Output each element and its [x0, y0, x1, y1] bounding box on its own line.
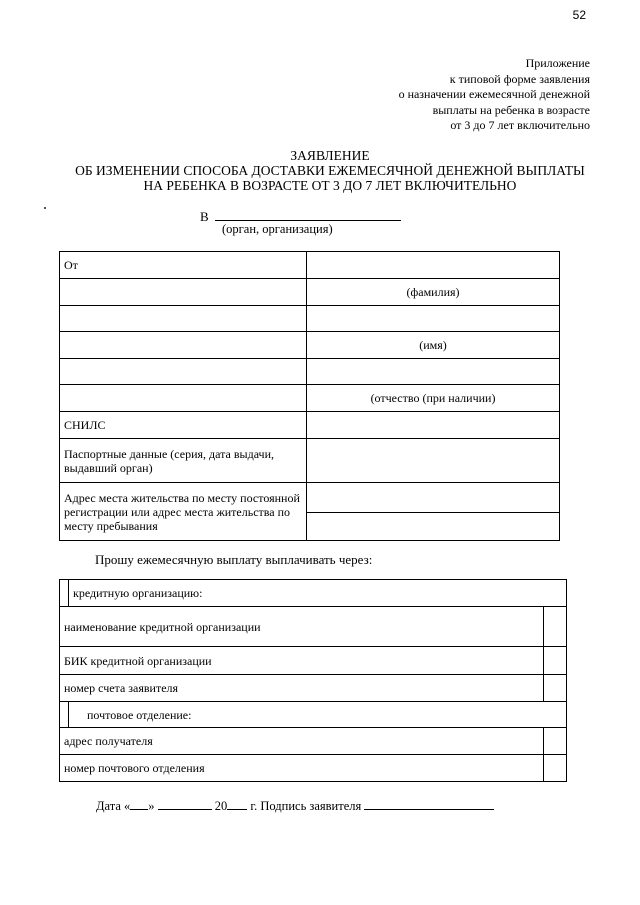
payment-method-table — [59, 579, 567, 782]
patronymic-left-field[interactable] — [60, 385, 307, 412]
appendix-line: выплаты на ребенка в возрасте — [432, 102, 590, 117]
appendix-line: от 3 до 7 лет включительно — [450, 118, 590, 132]
month-blank[interactable] — [158, 798, 212, 810]
blank-left-field[interactable] — [60, 306, 307, 332]
address-field-2[interactable] — [307, 513, 560, 541]
year-prefix: 20 — [214, 799, 228, 813]
post-office-number-field[interactable] — [544, 755, 567, 782]
table-row — [60, 279, 560, 306]
name-field[interactable] — [307, 306, 560, 332]
date-label: Дата « — [96, 799, 131, 813]
recipient-blank[interactable] — [215, 208, 401, 221]
table-row — [60, 607, 567, 647]
table-row — [60, 359, 560, 385]
table-row — [60, 412, 560, 439]
table-row — [60, 580, 567, 607]
table-row — [60, 252, 560, 279]
title-line: НА РЕБЕНКА В ВОЗРАСТЕ ОТ 3 ДО 7 ЛЕТ ВКЛЮЧИТЕЛЬНО — [143, 178, 517, 193]
recipient-address-label: адрес получателя — [60, 728, 544, 755]
appendix-line: о назначении ежемесячной денежной — [398, 87, 590, 101]
recipient-prefix: В — [200, 209, 209, 224]
table-row — [60, 675, 567, 702]
credit-org-option: кредитную организацию: — [69, 580, 567, 607]
recipient-caption: (орган, организация) — [222, 222, 333, 236]
day-blank[interactable] — [130, 798, 148, 810]
table-row — [60, 483, 560, 513]
table-row — [60, 385, 560, 412]
title-line: ОБ ИЗМЕНЕНИИ СПОСОБА ДОСТАВКИ ЕЖЕМЕСЯЧНОЙ ДЕНЕЖНОЙ ВЫПЛАТЫ — [75, 163, 585, 178]
passport-label: Паспортные данные (серия, дата выдачи, выдавший орган) — [60, 439, 307, 483]
page-number: 52 — [572, 8, 586, 22]
appendix-line: Приложение — [525, 56, 590, 70]
scan-speck — [44, 207, 46, 209]
blank-left-field[interactable] — [60, 359, 307, 385]
applicant-table — [59, 251, 560, 541]
table-row — [60, 702, 567, 728]
table-row — [60, 332, 560, 359]
patronymic-field[interactable] — [307, 359, 560, 385]
account-label: номер счета заявителя — [60, 675, 544, 702]
patronymic-caption: (отчество (при наличии) — [307, 385, 560, 412]
year-suffix: г. — [250, 799, 258, 813]
passport-field[interactable] — [307, 439, 560, 483]
account-field[interactable] — [544, 675, 567, 702]
name-left-field[interactable] — [60, 332, 307, 359]
credit-org-name-field[interactable] — [544, 607, 567, 647]
table-row — [60, 728, 567, 755]
table-row — [60, 755, 567, 782]
from-label: От — [60, 252, 307, 279]
post-option: почтовое отделение: — [69, 702, 567, 728]
recipient-address-field[interactable] — [544, 728, 567, 755]
name-caption: (имя) — [307, 332, 560, 359]
post-checkbox[interactable] — [60, 702, 69, 728]
table-row — [60, 306, 560, 332]
snils-field[interactable] — [307, 412, 560, 439]
from-field[interactable] — [307, 252, 560, 279]
title-line: ЗАЯВЛЕНИЕ — [290, 148, 370, 163]
surname-caption: (фамилия) — [307, 279, 560, 306]
surname-left-field[interactable] — [60, 279, 307, 306]
year-blank[interactable] — [227, 798, 247, 810]
appendix-note — [270, 56, 590, 134]
signature-blank[interactable] — [364, 798, 494, 810]
document-title — [40, 148, 620, 193]
table-row — [60, 647, 567, 675]
table-row — [60, 439, 560, 483]
address-field[interactable] — [307, 483, 560, 513]
appendix-line: к типовой форме заявления — [449, 71, 590, 86]
request-text: Прошу ежемесячную выплату выплачивать через: — [95, 552, 373, 567]
credit-org-checkbox[interactable] — [60, 580, 69, 607]
credit-org-name-label: наименование кредитной организации — [60, 607, 544, 647]
date-quote-close: » — [148, 799, 155, 813]
bik-field[interactable] — [544, 647, 567, 675]
signature-footer — [96, 798, 494, 814]
address-label: Адрес места жительства по месту постоянной регистрации или адрес места жительства по месту пребывания — [60, 483, 307, 541]
post-office-number-label: номер почтового отделения — [60, 755, 544, 782]
bik-label: БИК кредитной организации — [60, 647, 544, 675]
snils-label: СНИЛС — [60, 412, 307, 439]
signature-label: Подпись заявителя — [260, 799, 362, 813]
